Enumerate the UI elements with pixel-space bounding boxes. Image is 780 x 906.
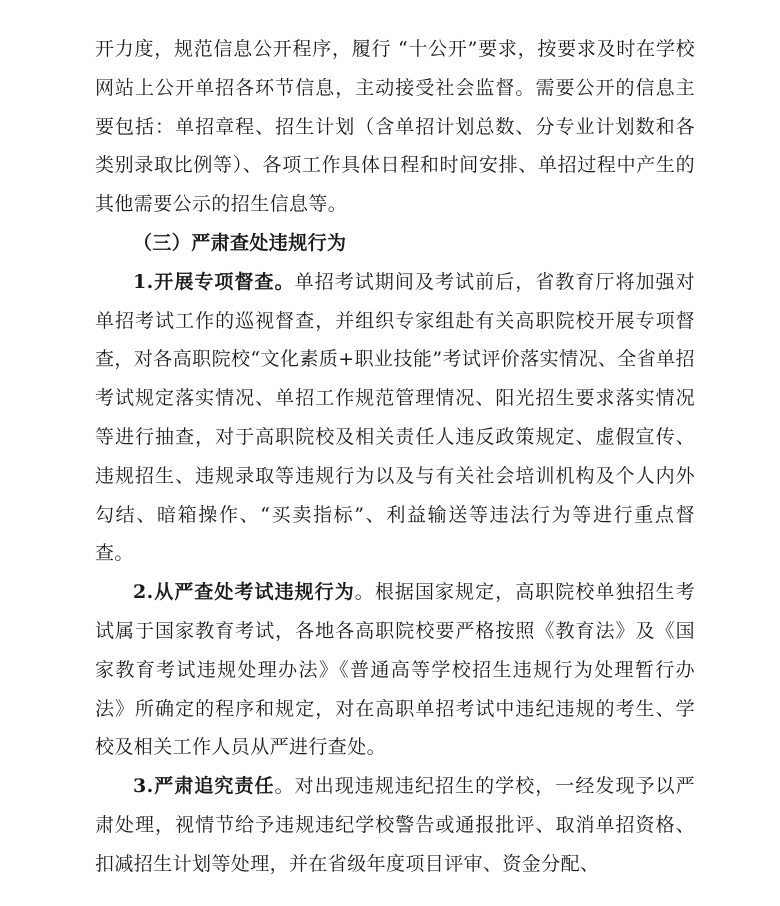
document-page	[95, 30, 695, 884]
paragraph-item-3	[95, 767, 695, 883]
paragraph-info-disclosure: 开力度，规范信息公开程序，履行 “十公开”要求，按要求及时在学校网站上公开单招各环节信息，主动接受社会监督。需要公开的信息主要包括：单招章程、招生计划（含单招计划总数、分专业计划数和各类别录取比例等）、各项工作具体日程和时间安排、单招过程中产生的其他需要公示的招生信息等。	[95, 38, 695, 216]
item-3-text: 。对出现违规违纪招生的学校，一经发现予以严肃处理，视情节给予违规违纪学校警告或通报批评、取消单招资格、扣减招生计划等处理，并在省级年度项目评审、资金分配、	[95, 775, 695, 875]
section-heading: （三）严肃查处违规行为	[133, 231, 347, 254]
paragraph-item-2	[95, 573, 695, 767]
item-1-lead: 1.开展专项督查。	[133, 270, 295, 293]
item-1-text: 单招考试期间及考试前后，省教育厅将加强对单招考试工作的巡视督查，并组织专家组赴有关高职院校开展专项督查，对各高职院校“文化素质+职业技能”考试评价落实情况、全省单招考试规定落实情况、单招工作规范管理情况、阳光招生要求落实情况等进行抽查，对于高职院校及相关责任人违反政策规定、虚假宣传、违规招生、违规录取等违规行为以及与有关社会培训机构及个人内外勾结、暗箱操作、“买卖指标”、利益输送等违法行为等进行重点督查。	[95, 270, 695, 565]
item-2-text: 。根据国家规定，高职院校单独招生考试属于国家教育考试，各地各高职院校要严格按照《教育法》及《国家教育考试违规处理办法》《普通高等学校招生违规行为处理暂行办法》所确定的程序和规定，对在高职单招考试中违纪违规的考生、学校及相关工作人员从严进行查处。	[95, 581, 695, 759]
paragraph-item-1	[95, 263, 695, 573]
item-3-lead: 3.严肃追究责任	[133, 775, 275, 798]
item-2-lead: 2.从严查处考试违规行为	[133, 581, 355, 604]
